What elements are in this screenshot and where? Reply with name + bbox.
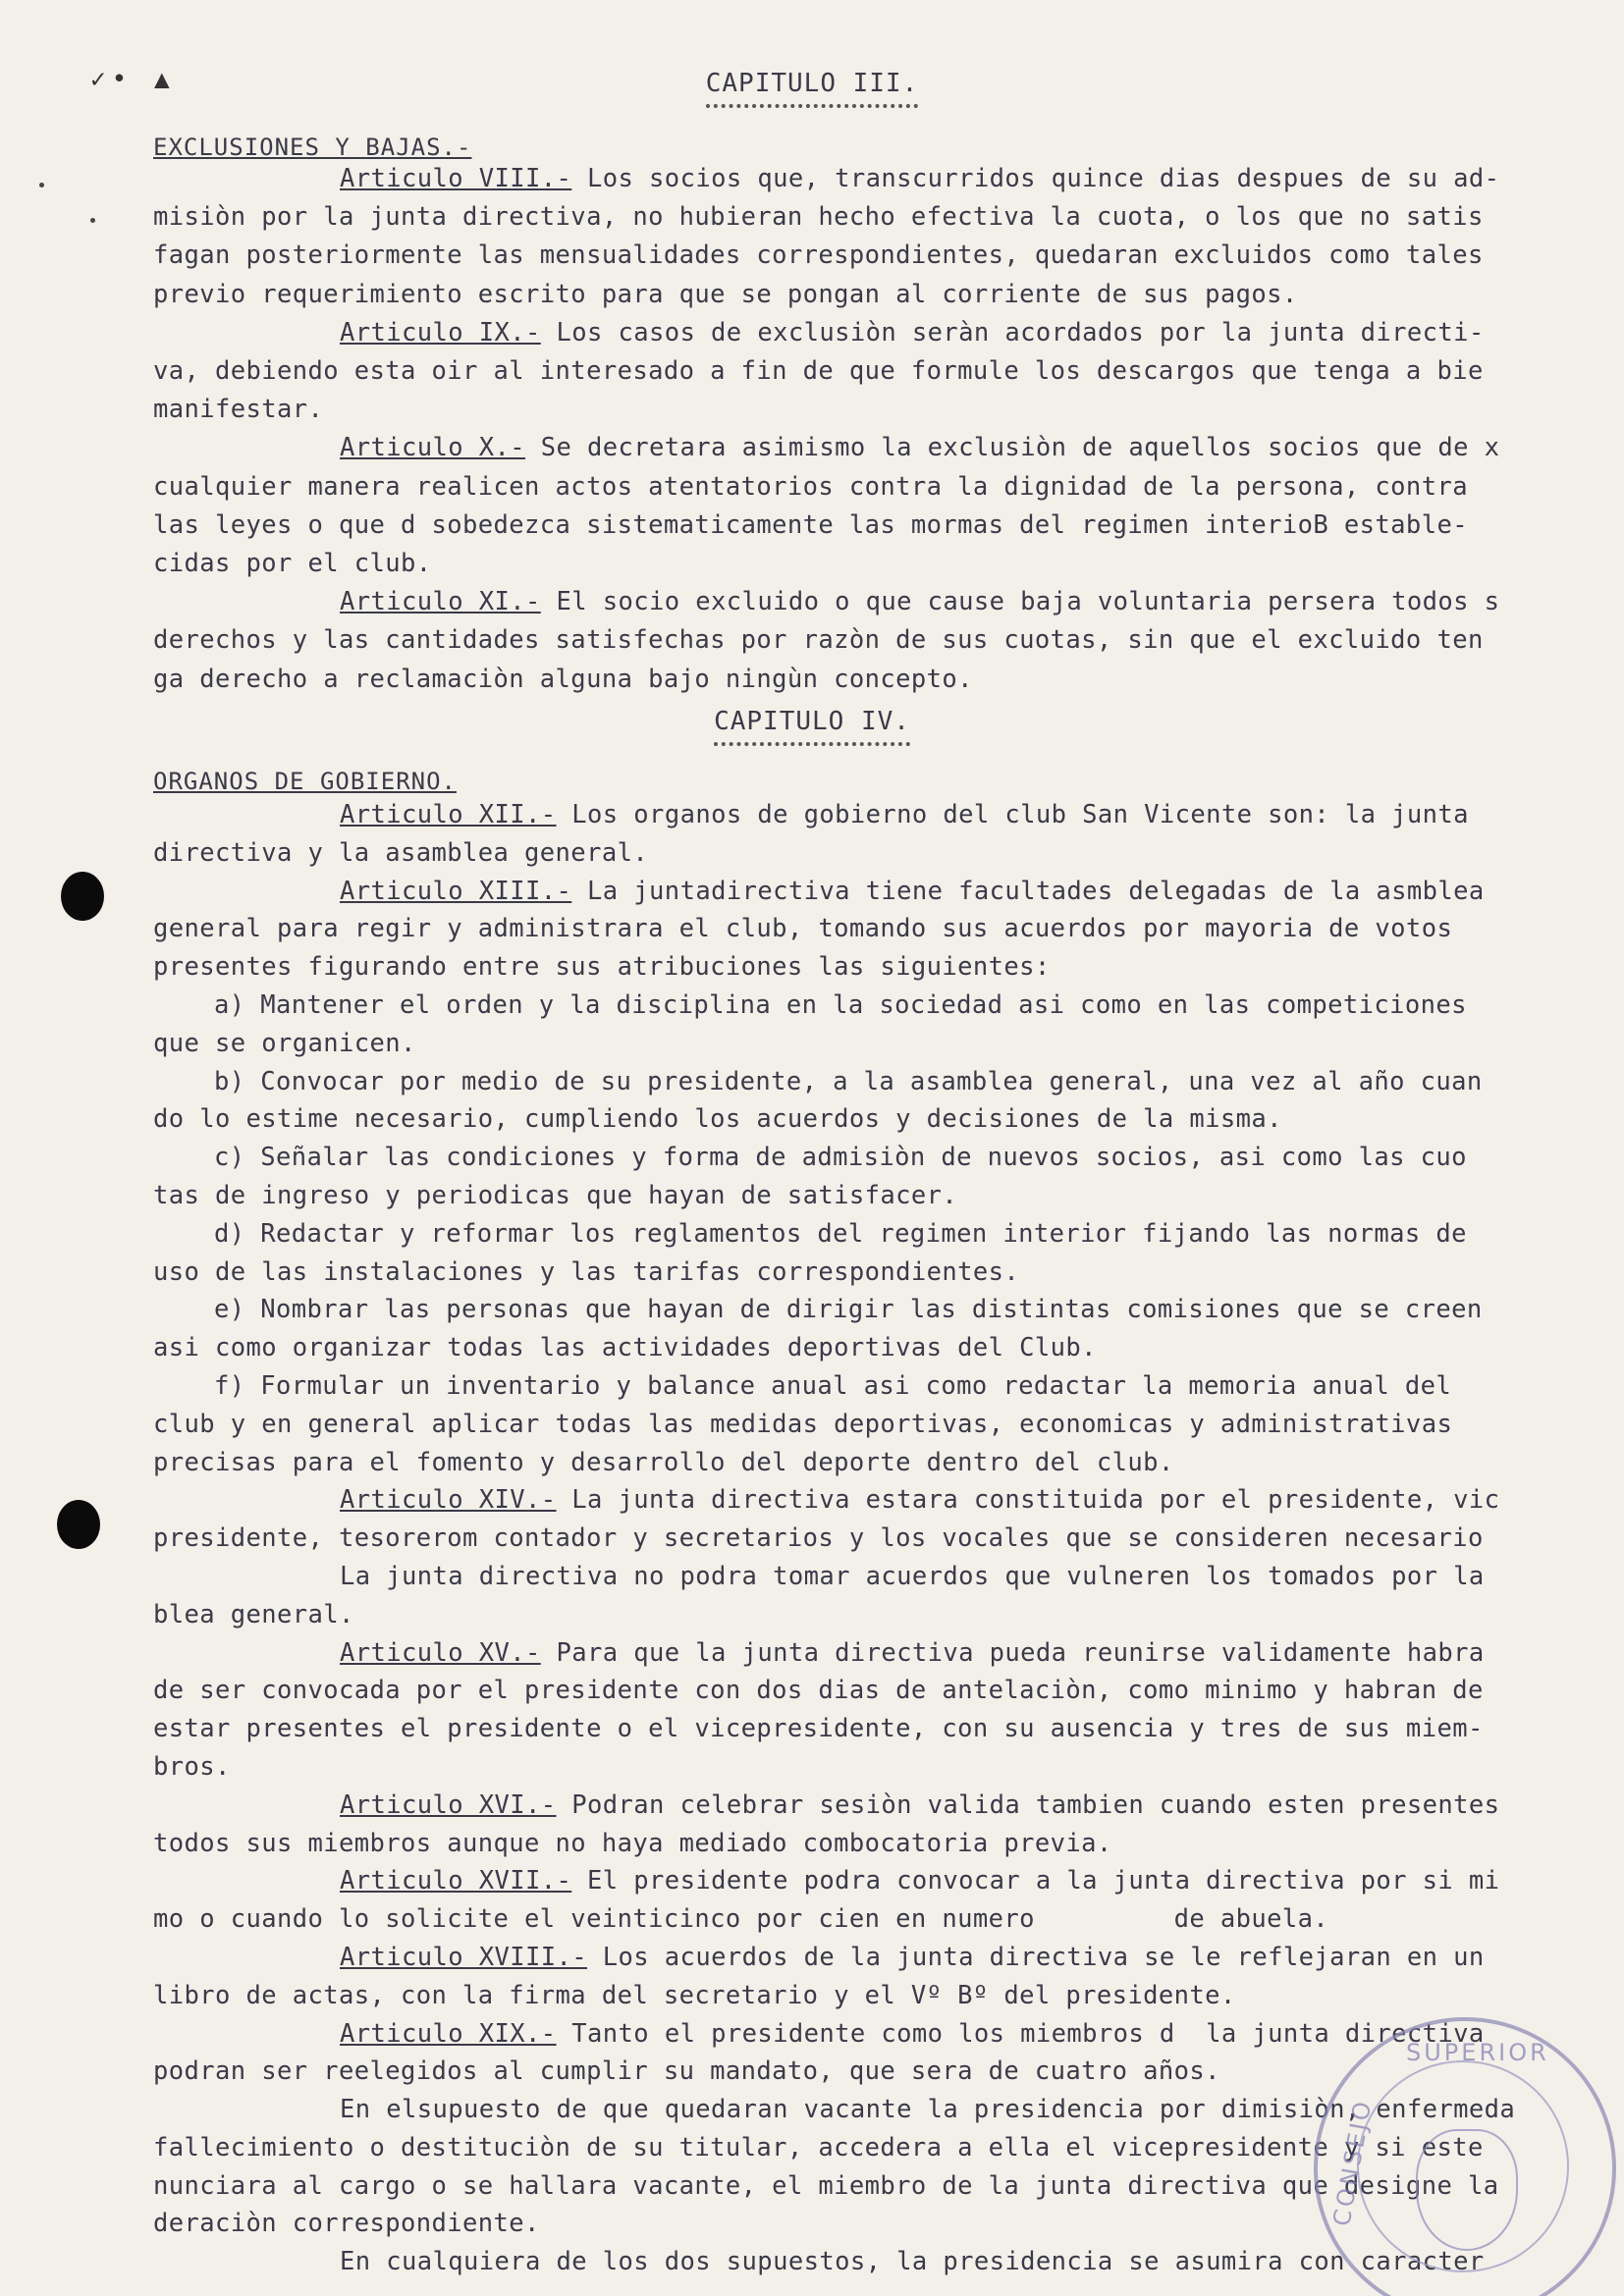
text-line (153, 1406, 1624, 1444)
text-line (153, 873, 1624, 911)
text-line (153, 237, 1624, 275)
line-text: cualquier manera realicen actos atentatorios contra la dignidad de la persona, contra (153, 471, 1468, 502)
article-heading: Articulo XVIII.- (340, 1942, 588, 1972)
line-text: fagan posteriormente las mensualidades correspondientes, quedaran excluidos como tales (153, 240, 1484, 271)
line-text: deraciòn correspondiente. (153, 2209, 540, 2239)
line-text: general para regir y administrara el club, tomando sus acuerdos por mayoria de votos (153, 914, 1453, 944)
text-line (153, 1977, 1624, 2015)
line-text: b) Convocar por medio de su presidente, a la asamblea general, una vez al año cuan (214, 1066, 1483, 1096)
text-line (153, 276, 1624, 314)
text-line (153, 545, 1624, 583)
article-heading: Articulo XIII.- (340, 876, 572, 906)
seal-emblem-icon (1416, 2129, 1518, 2251)
article-heading: Articulo XIV.- (340, 1485, 557, 1516)
line-text: Se decretara asimismo la exclusiòn de aquellos socios que de x (525, 433, 1500, 463)
text-line (153, 1291, 1624, 1329)
text-line (153, 1520, 1624, 1558)
line-text: podran ser reelegidos al cumplir su mandato, que sera de cuatro años. (153, 2056, 1220, 2087)
line-text: a) Mantener el orden y la disciplina en la sociedad asi como en las competiciones (214, 989, 1467, 1020)
text-line (153, 948, 1624, 987)
line-text: previo requerimiento escrito para que se pongan al corriente de sus pagos. (153, 279, 1298, 309)
line-text: club y en general aplicar todas las medidas deportivas, economicas y administrativas (153, 1409, 1453, 1439)
line-text: todos sus miembros aunque no haya mediado combocatoria previa. (153, 1828, 1112, 1858)
margin-dot (90, 218, 95, 223)
text-line (153, 1748, 1624, 1787)
line-text: Los organos de gobierno del club San Vicente son: la junta (556, 800, 1469, 829)
line-text: La juntadirectiva tiene facultades delegadas de la asmblea (571, 876, 1485, 906)
text-line (153, 1634, 1624, 1673)
text-line (153, 1329, 1624, 1367)
text-line (153, 1139, 1624, 1177)
line-text: blea general. (153, 1599, 354, 1629)
line-text: La junta directiva estara constituida por el presidente, vic (556, 1485, 1500, 1516)
line-text: Los casos de exclusiòn seràn acordados por la junta directi- (540, 317, 1485, 347)
article-heading: Articulo X.- (340, 433, 526, 463)
chapter-3-title: CAPITULO III. (0, 69, 1624, 108)
line-text: Podran celebrar sesiòn valida tambien cuando esten presentes (556, 1789, 1500, 1820)
line-text: libro de actas, con la firma del secretario y el Vº Bº del presidente. (153, 1980, 1236, 2010)
text-line (153, 796, 1624, 834)
line-text: Los socios que, transcurridos quince dias despues de su ad- (571, 164, 1500, 193)
line-text: fallecimiento o destituciòn de su titular, accedera a ella el vicepresidente y si este (153, 2132, 1484, 2163)
text-line (153, 507, 1624, 545)
text-line (153, 468, 1624, 507)
text-line (153, 910, 1624, 948)
line-text: presentes figurando entre sus atribuciones las siguientes: (153, 952, 1051, 983)
line-text: nunciara al cargo o se hallara vacante, el miembro de la junta directiva que designe la (153, 2170, 1499, 2201)
line-text: asi como organizar todas las actividades deportivas del Club. (153, 1333, 1097, 1363)
line-text: En cualquiera de los dos supuestos, la presidencia se asumira con caracter (340, 2247, 1485, 2277)
line-text: de ser convocada por el presidente con dos dias de antelaciòn, como minimo y habran de (153, 1676, 1484, 1706)
text-line (153, 1825, 1624, 1863)
text-line (153, 391, 1624, 429)
text-line (153, 160, 1624, 198)
line-text: va, debiendo esta oir al interesado a fin de que formule los descargos que tenga a bie (153, 356, 1484, 387)
line-text: manifestar. (153, 395, 324, 425)
text-line (153, 314, 1624, 352)
line-text: precisas para el fomento y desarrollo del deporte dentro del club. (153, 1447, 1174, 1477)
line-text: bros. (153, 1751, 231, 1782)
text-line (153, 834, 1624, 873)
line-text: mo o cuando lo solicite el veinticinco por cien en numero de abuela. (153, 1904, 1329, 1935)
section-exclusiones: EXCLUSIONES Y BAJAS.- (153, 133, 472, 161)
text-line (153, 1939, 1624, 1977)
seal-side-text: CONSEJO (1327, 2097, 1378, 2228)
text-line (153, 1215, 1624, 1254)
text-line (153, 429, 1624, 467)
article-heading: Articulo IX.- (340, 317, 541, 347)
line-text: que se organicen. (153, 1028, 416, 1058)
text-line (153, 198, 1624, 237)
article-heading: Articulo XI.- (340, 587, 541, 617)
line-text: misiòn por la junta directiva, no hubieran hecho efectiva la cuota, o los que no satis (153, 202, 1484, 233)
line-text: do lo estime necesario, cumpliendo los acuerdos y decisiones de la misma. (153, 1104, 1282, 1135)
punch-hole (57, 1500, 100, 1549)
line-text: Tanto el presidente como los miembros d la junta directiva (556, 2018, 1485, 2049)
line-text: El socio excluido o que cause baja voluntaria persera todos s (540, 587, 1500, 617)
line-text: estar presentes el presidente o el vicepresidente, con su ausencia y tres de sus miem- (153, 1714, 1484, 1744)
text-line (153, 1672, 1624, 1710)
article-heading: Articulo XII.- (340, 800, 557, 829)
line-text: directiva y la asamblea general. (153, 837, 649, 868)
text-line (153, 1900, 1624, 1939)
text-line (153, 1025, 1624, 1063)
text-line (153, 1481, 1624, 1520)
line-text: d) Redactar y reformar los reglamentos del regimen interior fijando las normas de (214, 1218, 1467, 1249)
text-line (153, 621, 1624, 660)
text-line (153, 1558, 1624, 1596)
text-line (153, 987, 1624, 1025)
line-text: El presidente podra convocar a la junta directiva por si mi (571, 1866, 1500, 1896)
text-line (153, 1444, 1624, 1482)
text-line (153, 583, 1624, 621)
text-line (153, 1177, 1624, 1215)
article-heading: Articulo XIX.- (340, 2018, 557, 2049)
line-text: En elsupuesto de que quedaran vacante la presidencia por dimisiòn, enfermeda (340, 2095, 1516, 2125)
text-line (153, 1862, 1624, 1900)
text-line (153, 661, 1624, 699)
text-line (153, 1254, 1624, 1292)
line-text: tas de ingreso y periodicas que hayan de satisfacer. (153, 1180, 958, 1210)
line-text: Los acuerdos de la junta directiva se le reflejaran en un (587, 1942, 1485, 1972)
line-text: e) Nombrar las personas que hayan de dirigir las distintas comisiones que se creen (214, 1295, 1483, 1325)
line-text: c) Señalar las condiciones y forma de admisiòn de nuevos socios, asi como las cuo (214, 1143, 1467, 1173)
punch-hole (61, 872, 104, 921)
chapter-4-title: CAPITULO IV. (0, 707, 1624, 746)
text-line (153, 1787, 1624, 1825)
line-text: ga derecho a reclamaciòn alguna bajo ningùn concepto. (153, 664, 973, 694)
margin-dot (39, 183, 44, 187)
line-text: derechos y las cantidades satisfechas por razòn de sus cuotas, sin que el excluido ten (153, 625, 1484, 656)
line-text: cidas por el club. (153, 549, 432, 579)
article-heading: Articulo XVII.- (340, 1866, 572, 1896)
line-text: La junta directiva no podra tomar acuerdos que vulneren los tomados por la (340, 1561, 1485, 1591)
line-text: f) Formular un inventario y balance anual asi como redactar la memoria anual del (214, 1370, 1452, 1401)
text-line (153, 1596, 1624, 1634)
line-text: presidente, tesorerom contador y secretarios y los vocales que se consideren necesario (153, 1523, 1484, 1554)
text-line (153, 1710, 1624, 1748)
line-text: Para que la junta directiva pueda reunirse validamente habra (540, 1637, 1485, 1668)
text-line (153, 1367, 1624, 1406)
article-heading: Articulo XV.- (340, 1637, 541, 1668)
top-margin-marks: ✓• ▲ (90, 65, 176, 94)
text-line (153, 352, 1624, 391)
line-text: uso de las instalaciones y las tarifas correspondientes. (153, 1256, 1020, 1287)
article-heading: Articulo VIII.- (340, 164, 572, 193)
text-line (153, 1100, 1624, 1139)
chapter-3-body (153, 160, 1624, 699)
line-text: las leyes o que d sobedezca sistematicamente las mormas del regimen interioB estable- (153, 509, 1468, 540)
article-heading: Articulo XVI.- (340, 1789, 557, 1820)
seal-text: SUPERIOR (1406, 2039, 1549, 2066)
text-line (153, 1063, 1624, 1101)
section-organos: ORGANOS DE GOBIERNO. (153, 768, 457, 795)
